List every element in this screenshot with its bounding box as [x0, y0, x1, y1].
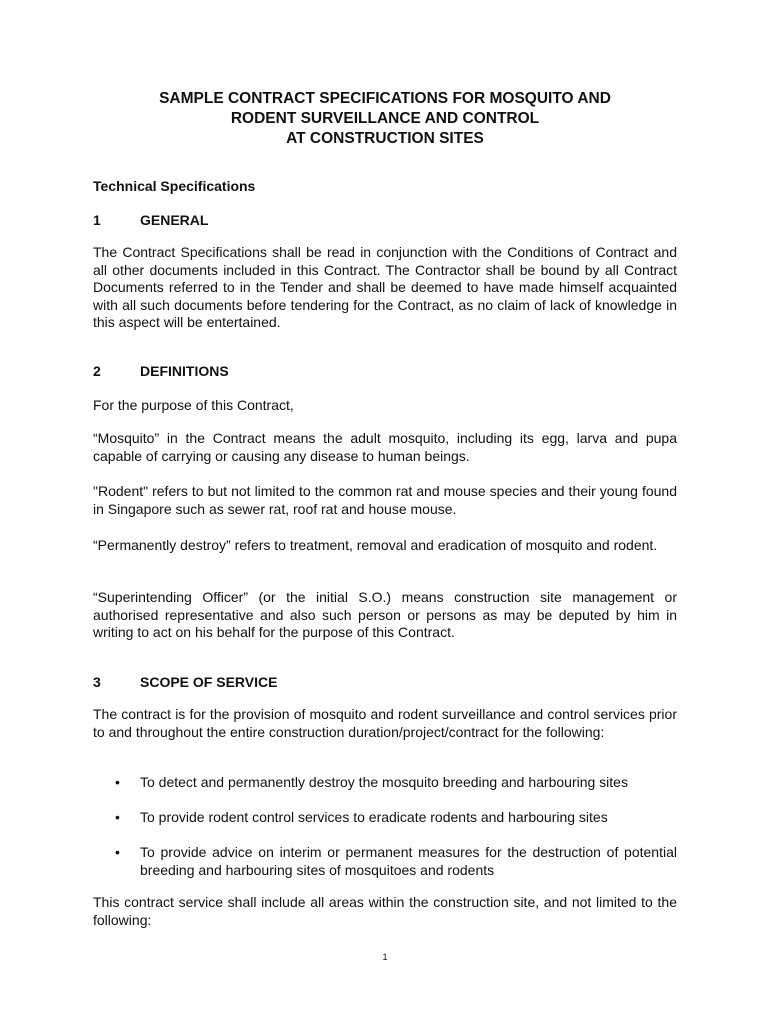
section-1-number: 1 — [93, 212, 101, 228]
section-3-number: 3 — [93, 674, 101, 690]
section-1-title: GENERAL — [140, 212, 209, 228]
section-3-title: SCOPE OF SERVICE — [140, 674, 278, 690]
section-2-heading — [93, 362, 229, 380]
scope-closing-paragraph: This contract service shall include all areas within the construction site, and not limited to the following: — [93, 894, 677, 928]
section-3-heading — [93, 673, 277, 691]
bullet-text: To provide advice on interim or permanent measures for the destruction of potential breeding and harbouring sites of mosquitoes and rodents — [140, 844, 677, 878]
technical-specifications-heading: Technical Specifications — [93, 178, 256, 194]
definition-superintending-officer: “Superintending Officer” (or the initial S.O.) means construction site management or authorised representative and also such person or persons as may be deputed by him in writing to act on his behalf for the purpose of this Contract. — [93, 589, 677, 640]
bullet-icon: • — [115, 774, 120, 790]
definition-rodent: "Rodent" refers to but not limited to the common rat and mouse species and their young found in Singapore such as sewer rat, roof rat and house mouse. — [93, 483, 677, 517]
section-2-number: 2 — [93, 363, 101, 379]
definition-mosquito: “Mosquito” in the Contract means the adult mosquito, including its egg, larva and pupa capable of carrying or causing any disease to human beings. — [93, 430, 677, 464]
bullet-icon: • — [115, 844, 120, 860]
bullet-text: To detect and permanently destroy the mosquito breeding and harbouring sites — [140, 774, 628, 790]
page-number: 1 — [382, 952, 388, 962]
definitions-intro: For the purpose of this Contract, — [93, 397, 294, 413]
section-1-heading — [93, 211, 208, 229]
title-line-1: SAMPLE CONTRACT SPECIFICATIONS FOR MOSQUITO AND — [159, 90, 611, 107]
scope-paragraph: The contract is for the provision of mosquito and rodent surveillance and control services prior to and throughout the entire construction duration/project/contract for the following: — [93, 706, 677, 740]
title-line-3: AT CONSTRUCTION SITES — [286, 130, 484, 147]
bullet-icon: • — [115, 809, 120, 825]
section-2-title: DEFINITIONS — [140, 363, 229, 379]
document-title — [60, 89, 710, 149]
bullet-text: To provide rodent control services to eradicate rodents and harbouring sites — [140, 809, 608, 825]
general-paragraph: The Contract Specifications shall be read in conjunction with the Conditions of Contract and all other documents included in this Contract. The Contractor shall be bound by all Contract Documents referred to in the Tender and shall be deemed to have made himself acquainted with all such documents before tendering for the Contract, as no claim of lack of knowledge in this aspect will be entertained. — [93, 244, 677, 330]
title-line-2: RODENT SURVEILLANCE AND CONTROL — [230, 110, 540, 127]
definition-permanently-destroy: “Permanently destroy” refers to treatment, removal and eradication of mosquito and rodent. — [93, 537, 658, 553]
